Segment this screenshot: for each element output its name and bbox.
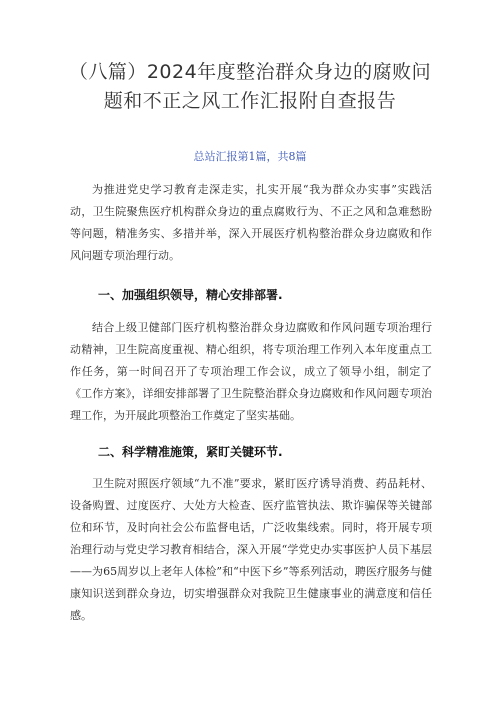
intro-paragraph: 为推进党史学习教育走深走实，扎实开展“我为群众办实事”实践活动，卫生院聚焦医疗机构群众身边的重点腐败行为、不正之风和急难愁盼等问题，精准务实、多措并举，深入开展医疗机构整治群众身边腐败和作风问题专项治理行动。	[70, 183, 432, 262]
section-1-paragraph: 结合上级卫健部门医疗机构整治群众身边腐败和作风问题专项治理行动精神，卫生院高度重视、精心组织，将专项治理工作列入本年度重点工作任务，第一时间召开了专项治理工作会议，成立了领导小组，制定了《工作方案》，详细安排部署了卫生院整治群众身边腐败和作风问题专项治理工作，为开展此项整治工作奠定了坚实基础。	[70, 321, 432, 422]
document-subtitle: 总站汇报第1篇，共8篇	[193, 150, 307, 163]
section-2-paragraph: 卫生院对照医疗领域“九不准”要求，紧盯医疗诱导消费、药品耗材、设备购置、过度医疗、大处方大检查、医疗监管执法、欺诈骗保等关键部位和环节，及时向社会公布监督电话，广泛收集线索。同时，将开展专项治理行动与党史学习教育相结合，深入开展“学党史办实事医护人员下基层——为65周岁以上老年人体检”和“中医下乡”等系列活动，聘医疗服务与健康知识送到群众身边，切实增强群众对我院卫生健康事业的满意度和信任感。	[70, 477, 432, 622]
document-title: （八篇）2024年度整治群众身边的腐败问题和不正之风工作汇报附自查报告	[68, 61, 432, 112]
section-heading-1: 一、加强组织领导，精心安排部署.	[98, 288, 283, 302]
section-heading-2: 二、科学精准施策，紧盯关键环节.	[98, 445, 283, 459]
